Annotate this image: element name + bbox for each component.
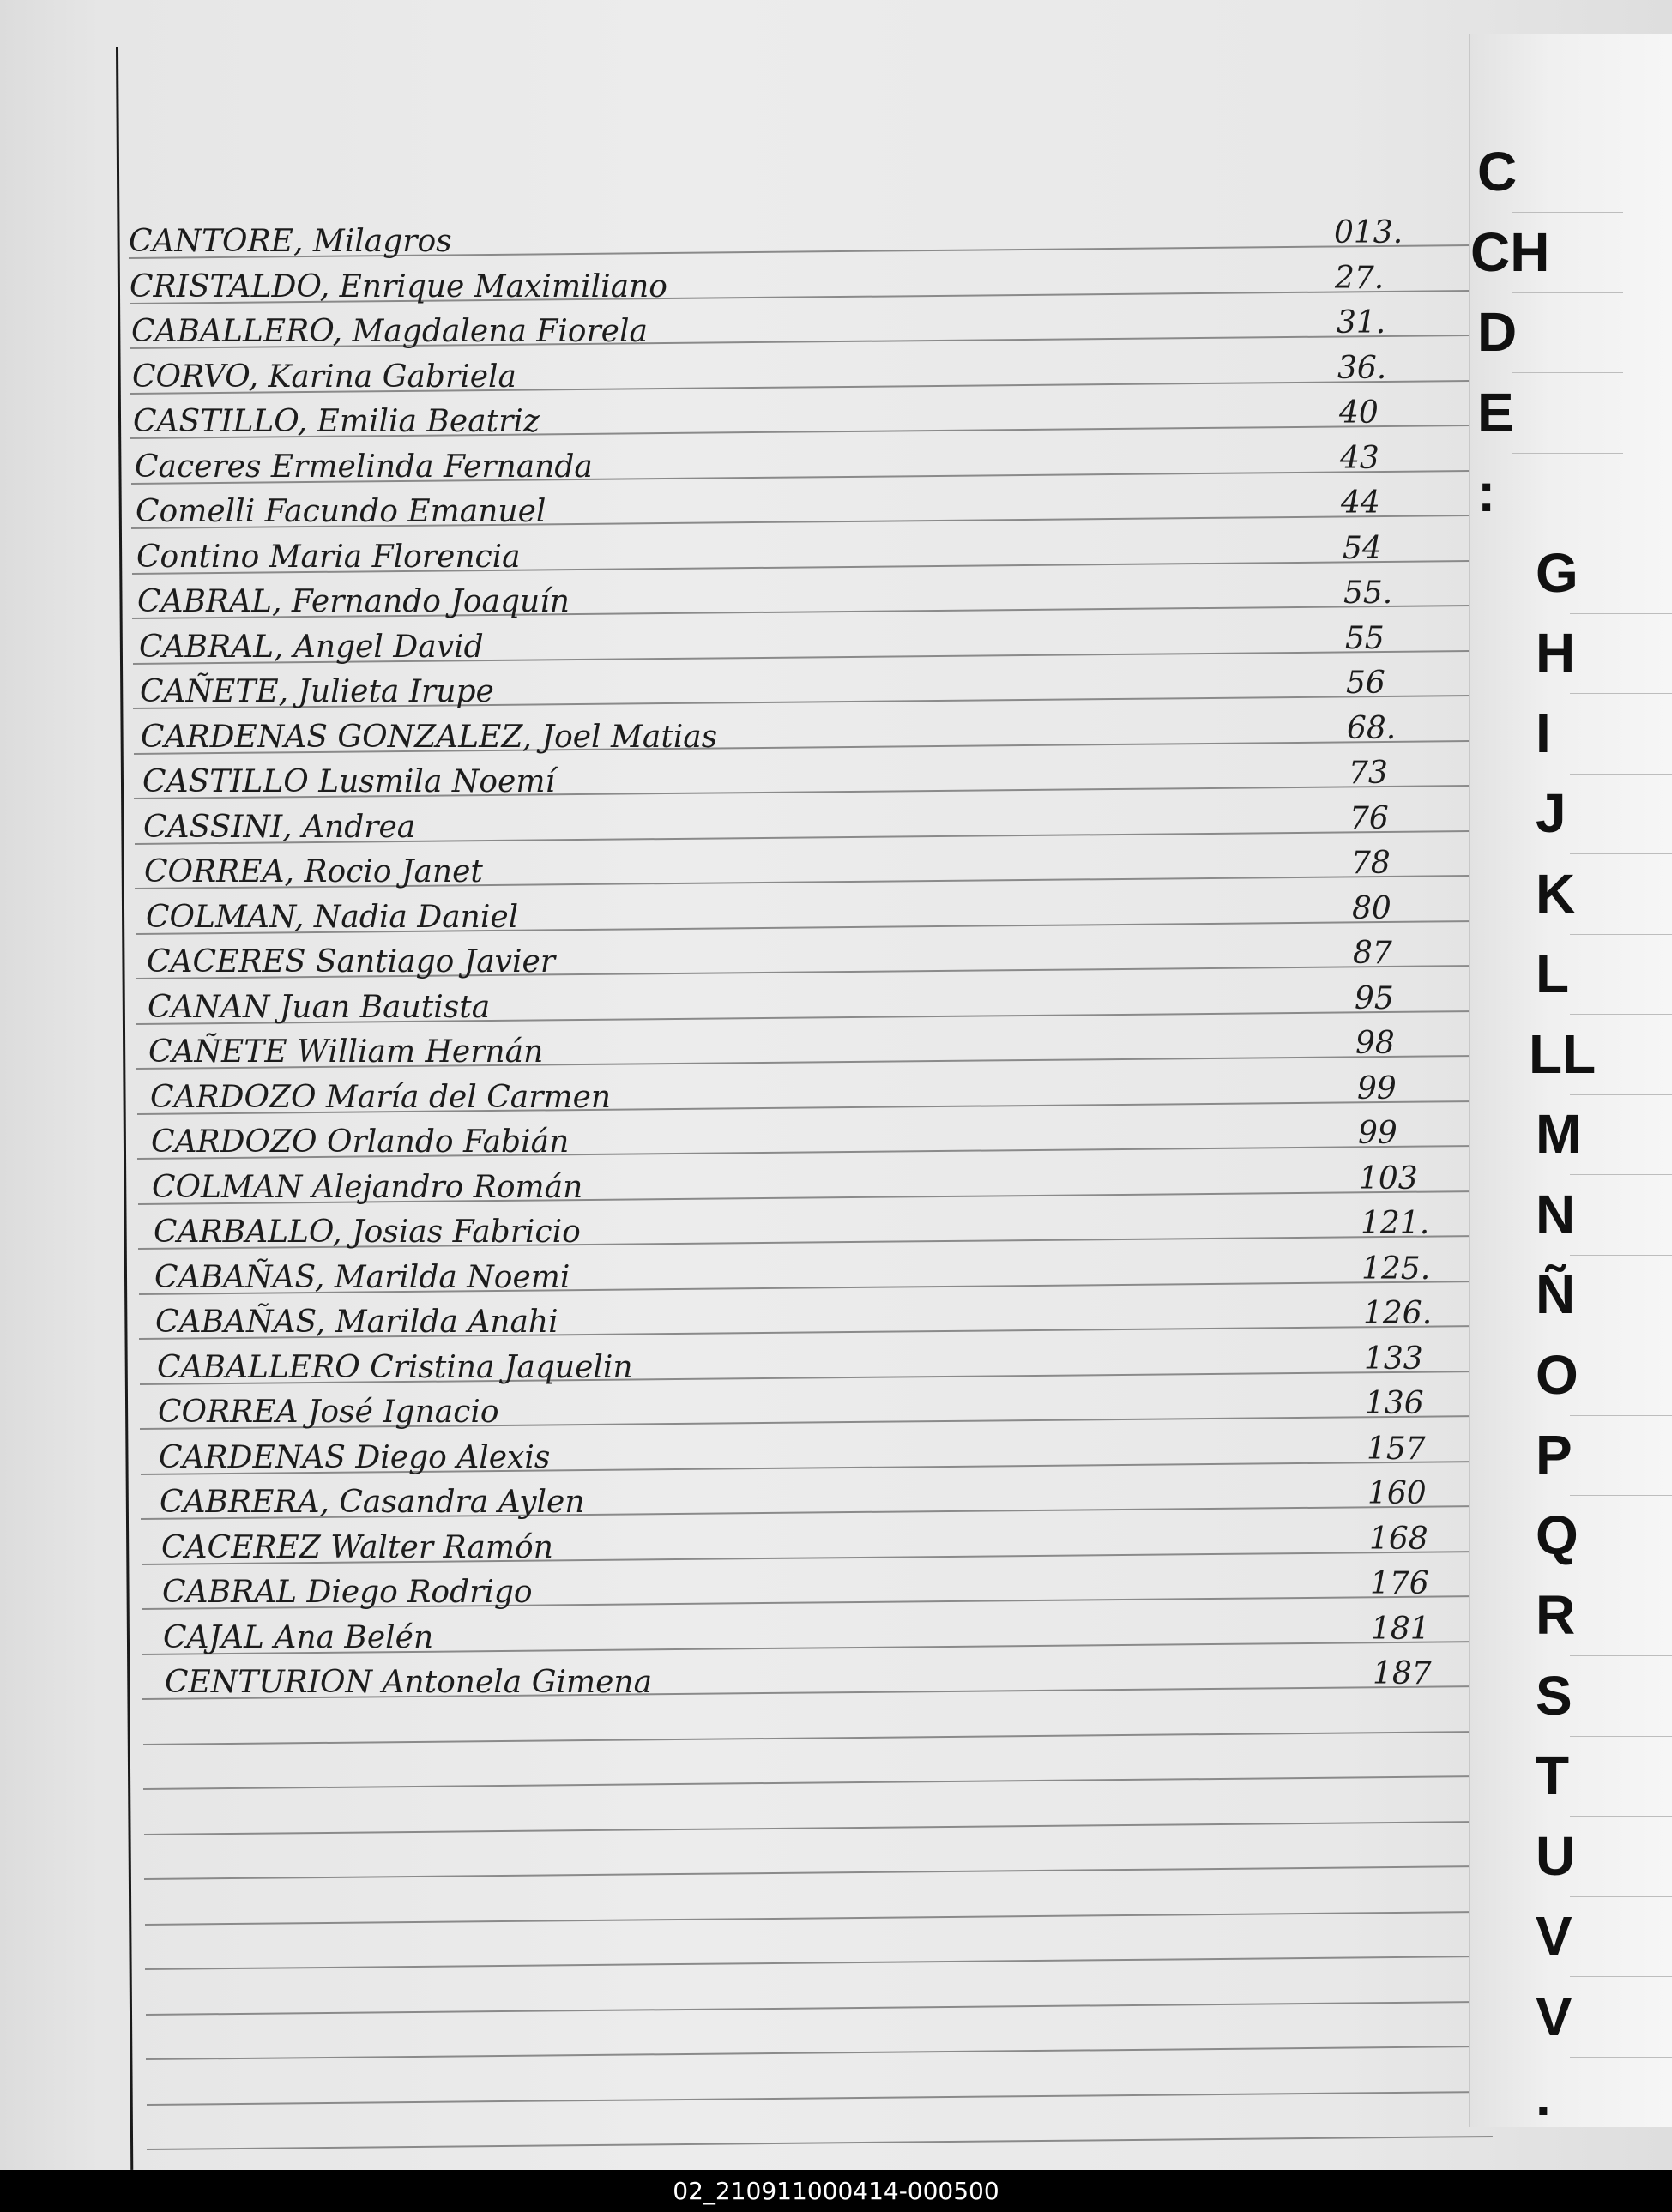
entry-page-number: 013.: [1334, 215, 1403, 250]
entry-name: CORREA, Rocio Janet: [144, 854, 483, 889]
entry-name: CABALLERO, Magdalena Fiorela: [131, 314, 648, 349]
entry-name: CABRAL Diego Rodrigo: [162, 1575, 533, 1610]
entry-name: CACERES Santiago Javier: [147, 944, 556, 979]
entry-page-number: 126.: [1363, 1296, 1433, 1331]
tab-letter[interactable]: J: [1536, 782, 1566, 844]
entry-page-number: 181: [1371, 1611, 1430, 1647]
entry-name: CORREA José Ignacio: [158, 1395, 499, 1430]
tab-letter[interactable]: I: [1536, 702, 1551, 764]
tab-letter[interactable]: K: [1536, 862, 1576, 925]
tab-divider: [1570, 1896, 1672, 1897]
entry-page-number: 76: [1349, 800, 1389, 836]
entry-name: CABRAL, Angel David: [139, 629, 484, 665]
entry-page-number: 99: [1358, 1116, 1397, 1151]
tab-divider: [1512, 372, 1623, 373]
tab-letter[interactable]: L: [1536, 943, 1570, 1004]
entry-name: CAÑETE William Hernán: [148, 1034, 544, 1070]
scan-footer-bar: [0, 2170, 1672, 2212]
tab-divider: [1512, 292, 1623, 293]
tab-divider: [1570, 1736, 1672, 1737]
entry-name: CARDENAS Diego Alexis: [159, 1439, 551, 1475]
tab-divider: [1570, 1976, 1672, 1977]
tab-divider: [1512, 212, 1623, 213]
entry-page-number: 187: [1373, 1656, 1432, 1691]
entry-page-number: 78: [1351, 846, 1391, 881]
entry-name: COLMAN Alejandro Román: [152, 1169, 583, 1205]
tab-letter[interactable]: T: [1536, 1745, 1570, 1806]
tab-letter[interactable]: O: [1536, 1343, 1578, 1406]
tab-divider: [1570, 2057, 1672, 2058]
tab-divider: [1570, 853, 1672, 854]
tab-letter[interactable]: V: [1536, 1985, 1572, 2047]
entry-page-number: 55.: [1343, 576, 1393, 611]
tab-divider: [1570, 1415, 1672, 1416]
tab-letter[interactable]: E: [1477, 381, 1514, 443]
entry-name: CARDENAS GONZALEZ, Joel Matias: [141, 719, 718, 755]
entry-name: CASSINI, Andrea: [143, 809, 416, 845]
tab-letter[interactable]: Q: [1536, 1504, 1578, 1566]
entry-name: Contino Maria Florencia: [136, 539, 521, 575]
tab-letter[interactable]: S: [1536, 1664, 1572, 1727]
entry-page-number: 56: [1346, 666, 1385, 701]
entry-name: CABAÑAS, Marilda Anahi: [155, 1305, 558, 1340]
entry-name: CASTILLO, Emilia Beatriz: [133, 404, 540, 439]
entry-page-number: 31.: [1337, 305, 1386, 341]
entry-name: CORVO, Karina Gabriela: [132, 359, 516, 395]
tab-letter[interactable]: D: [1477, 301, 1518, 363]
entry-name: CENTURION Antonela Gimena: [165, 1665, 653, 1700]
tab-divider: [1570, 1174, 1672, 1175]
entry-page-number: 168: [1369, 1521, 1428, 1557]
entry-page-number: 160: [1367, 1476, 1427, 1511]
entry-name: CARBALLO, Josias Fabricio: [154, 1214, 581, 1250]
entry-page-number: 80: [1352, 890, 1391, 926]
entry-page-number: 99: [1357, 1070, 1397, 1106]
document-code: 02_210911000414-000500: [673, 2177, 999, 2205]
entry-page-number: 54: [1343, 530, 1382, 566]
tab-divider: [1570, 1655, 1672, 1656]
tab-divider: [1570, 1014, 1672, 1015]
tab-divider: [1570, 1816, 1672, 1817]
entry-name: CAJAL Ana Belén: [163, 1619, 434, 1655]
entry-name: COLMAN, Nadia Daniel: [146, 899, 519, 935]
tab-letter[interactable]: R: [1536, 1584, 1576, 1646]
entry-page-number: 27.: [1335, 260, 1385, 296]
tab-letter[interactable]: C: [1477, 141, 1518, 202]
entry-name: CABRERA, Casandra Aylen: [160, 1485, 585, 1520]
entry-page-number: 73: [1349, 756, 1388, 791]
tab-letter[interactable]: P: [1536, 1424, 1572, 1486]
entry-page-number: 43: [1340, 440, 1379, 476]
tab-letter[interactable]: CH: [1470, 220, 1550, 283]
entry-name: CRISTALDO, Enrique Maximiliano: [130, 268, 667, 304]
entry-page-number: 55: [1345, 620, 1385, 656]
entry-page-number: 87: [1353, 936, 1392, 971]
entry-name: Comelli Facundo Emanuel: [136, 494, 546, 529]
entry-page-number: 40: [1339, 395, 1379, 431]
tab-letter[interactable]: G: [1536, 541, 1578, 604]
entry-page-number: 176: [1370, 1566, 1429, 1601]
entry-name: CARDOZO María del Carmen: [150, 1079, 612, 1115]
entry-name: CANTORE, Milagros: [129, 224, 452, 259]
entry-name: CABAÑAS, Marilda Noemi: [154, 1259, 570, 1295]
tab-letter[interactable]: :: [1477, 461, 1496, 523]
entry-name: CACEREZ Walter Ramón: [161, 1529, 553, 1565]
tab-letter[interactable]: M: [1536, 1103, 1582, 1165]
entry-name: CARDOZO Orlando Fabián: [151, 1124, 570, 1160]
entry-page-number: 68.: [1347, 710, 1397, 746]
tab-letter[interactable]: N: [1536, 1183, 1576, 1245]
entry-page-number: 133: [1364, 1341, 1423, 1377]
entry-page-number: 103: [1359, 1160, 1418, 1196]
entry-name: CANAN Juan Bautista: [148, 989, 491, 1025]
entry-name: CASTILLO Lusmila Noemí: [142, 764, 555, 799]
tab-letter[interactable]: LL: [1529, 1022, 1597, 1085]
tab-divider: [1570, 1094, 1672, 1095]
tab-divider: [1512, 453, 1623, 454]
tab-letter[interactable]: U: [1536, 1824, 1576, 1887]
tab-letter[interactable]: V: [1536, 1905, 1572, 1967]
tab-divider: [1570, 1495, 1672, 1496]
entry-page-number: 136: [1365, 1386, 1424, 1421]
entry-page-number: 121.: [1361, 1206, 1430, 1241]
entry-page-number: 125.: [1361, 1251, 1431, 1287]
entry-name: CABALLERO Cristina Jaquelin: [157, 1349, 633, 1385]
entry-page-number: 98: [1355, 1026, 1395, 1061]
tab-letter[interactable]: Ñ: [1536, 1263, 1576, 1325]
entry-page-number: 36.: [1337, 350, 1387, 386]
tab-divider: [1570, 774, 1672, 775]
entry-page-number: 44: [1341, 485, 1380, 521]
entry-name: CAÑETE, Julieta Irupe: [140, 674, 494, 709]
tab-divider: [1570, 693, 1672, 694]
tab-divider: [1570, 613, 1672, 614]
entry-name: Caceres Ermelinda Fernanda: [135, 449, 593, 485]
entry-page-number: 157: [1367, 1431, 1426, 1467]
entry-page-number: 95: [1355, 980, 1394, 1016]
tab-letter[interactable]: H: [1536, 622, 1576, 684]
entry-name: CABRAL, Fernando Joaquín: [137, 584, 570, 619]
tab-divider: [1570, 934, 1672, 935]
tab-letter[interactable]: .: [1536, 2065, 1551, 2127]
tab-divider: [1570, 1255, 1672, 1256]
